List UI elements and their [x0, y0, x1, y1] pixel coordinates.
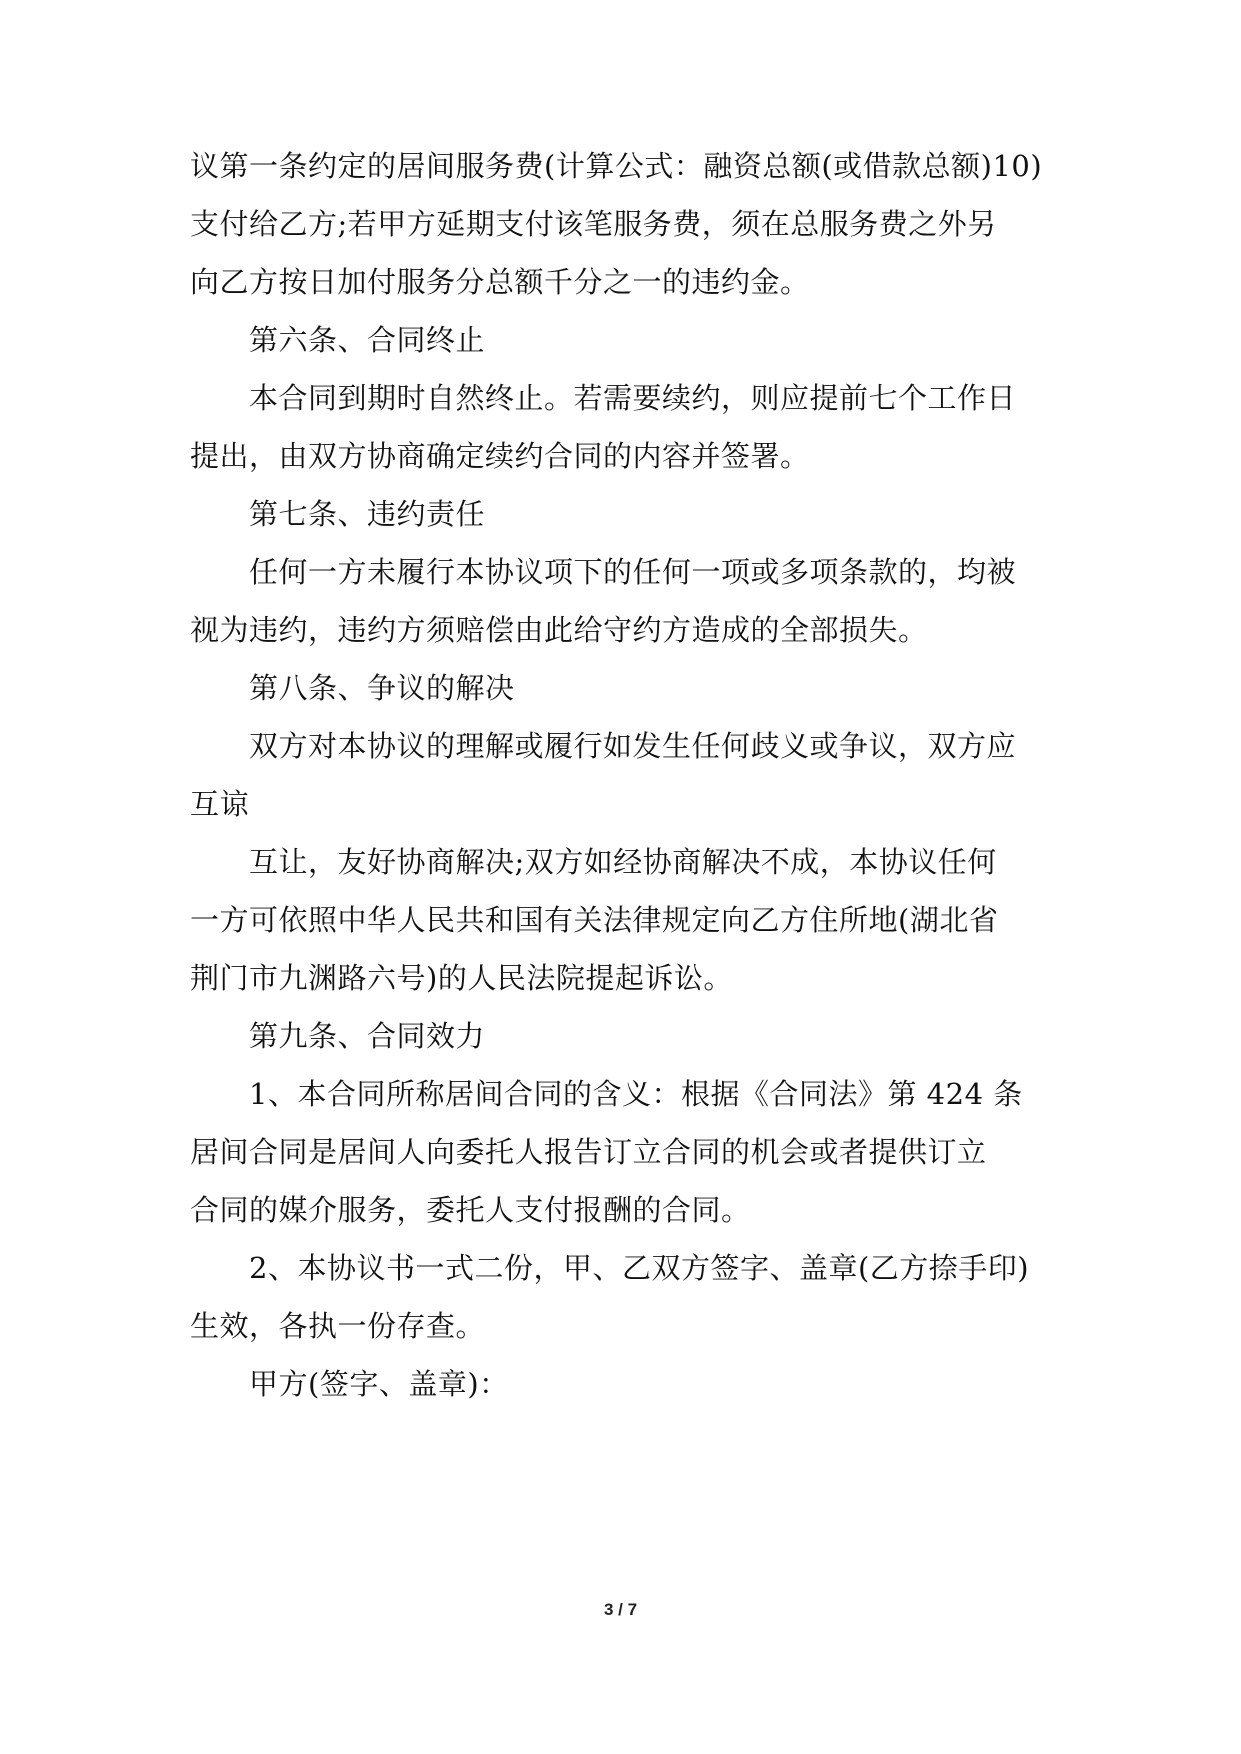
body-text-line: 任何一方未履行本协议项下的任何一项或多项条款的，均被 [249, 555, 1017, 589]
section-heading: 第七条、违约责任 [249, 497, 486, 531]
body-text-line: 1、本合同所称居间合同的含义：根据《合同法》第 424 条 [249, 1077, 1023, 1111]
body-text-line: 本合同到期时自然终止。若需要续约，则应提前七个工作日 [249, 381, 1017, 415]
body-text-line: 支付给乙方;若甲方延期支付该笔服务费，须在总服务费之外另 [190, 207, 997, 241]
body-text-line: 议第一条约定的居间服务费(计算公式：融资总额(或借款总额)10) [190, 149, 1043, 183]
body-text-line: 双方对本协议的理解或履行如发生任何歧义或争议，双方应 [249, 729, 1017, 763]
body-text-line: 向乙方按日加付服务分总额千分之一的违约金。 [190, 265, 810, 299]
signature-label: 甲方(签字、盖章)： [249, 1367, 509, 1401]
body-text-line: 视为违约，违约方须赔偿由此给守约方造成的全部损失。 [190, 613, 928, 647]
body-text-line: 2、本协议书一式二份，甲、乙双方签字、盖章(乙方捺手印) [249, 1251, 1030, 1285]
body-text-line: 一方可依照中华人民共和国有关法律规定向乙方住所地(湖北省 [190, 903, 999, 937]
section-heading: 第九条、合同效力 [249, 1019, 486, 1053]
page-number: 3 / 7 [603, 1600, 638, 1619]
body-text-line: 合同的媒介服务，委托人支付报酬的合同。 [190, 1193, 751, 1227]
section-heading: 第六条、合同终止 [249, 323, 486, 357]
body-text-line: 互谅 [190, 787, 250, 821]
section-heading: 第八条、争议的解决 [249, 671, 515, 705]
body-text-line: 居间合同是居间人向委托人报告订立合同的机会或者提供订立 [190, 1135, 987, 1169]
body-text-line: 提出，由双方协商确定续约合同的内容并签署。 [190, 439, 810, 473]
body-text-line: 生效，各执一份存查。 [190, 1309, 486, 1343]
body-text-line: 荆门市九渊路六号)的人民法院提起诉讼。 [190, 961, 733, 995]
body-text-line: 互让，友好协商解决;双方如经协商解决不成，本协议任何 [249, 845, 997, 879]
